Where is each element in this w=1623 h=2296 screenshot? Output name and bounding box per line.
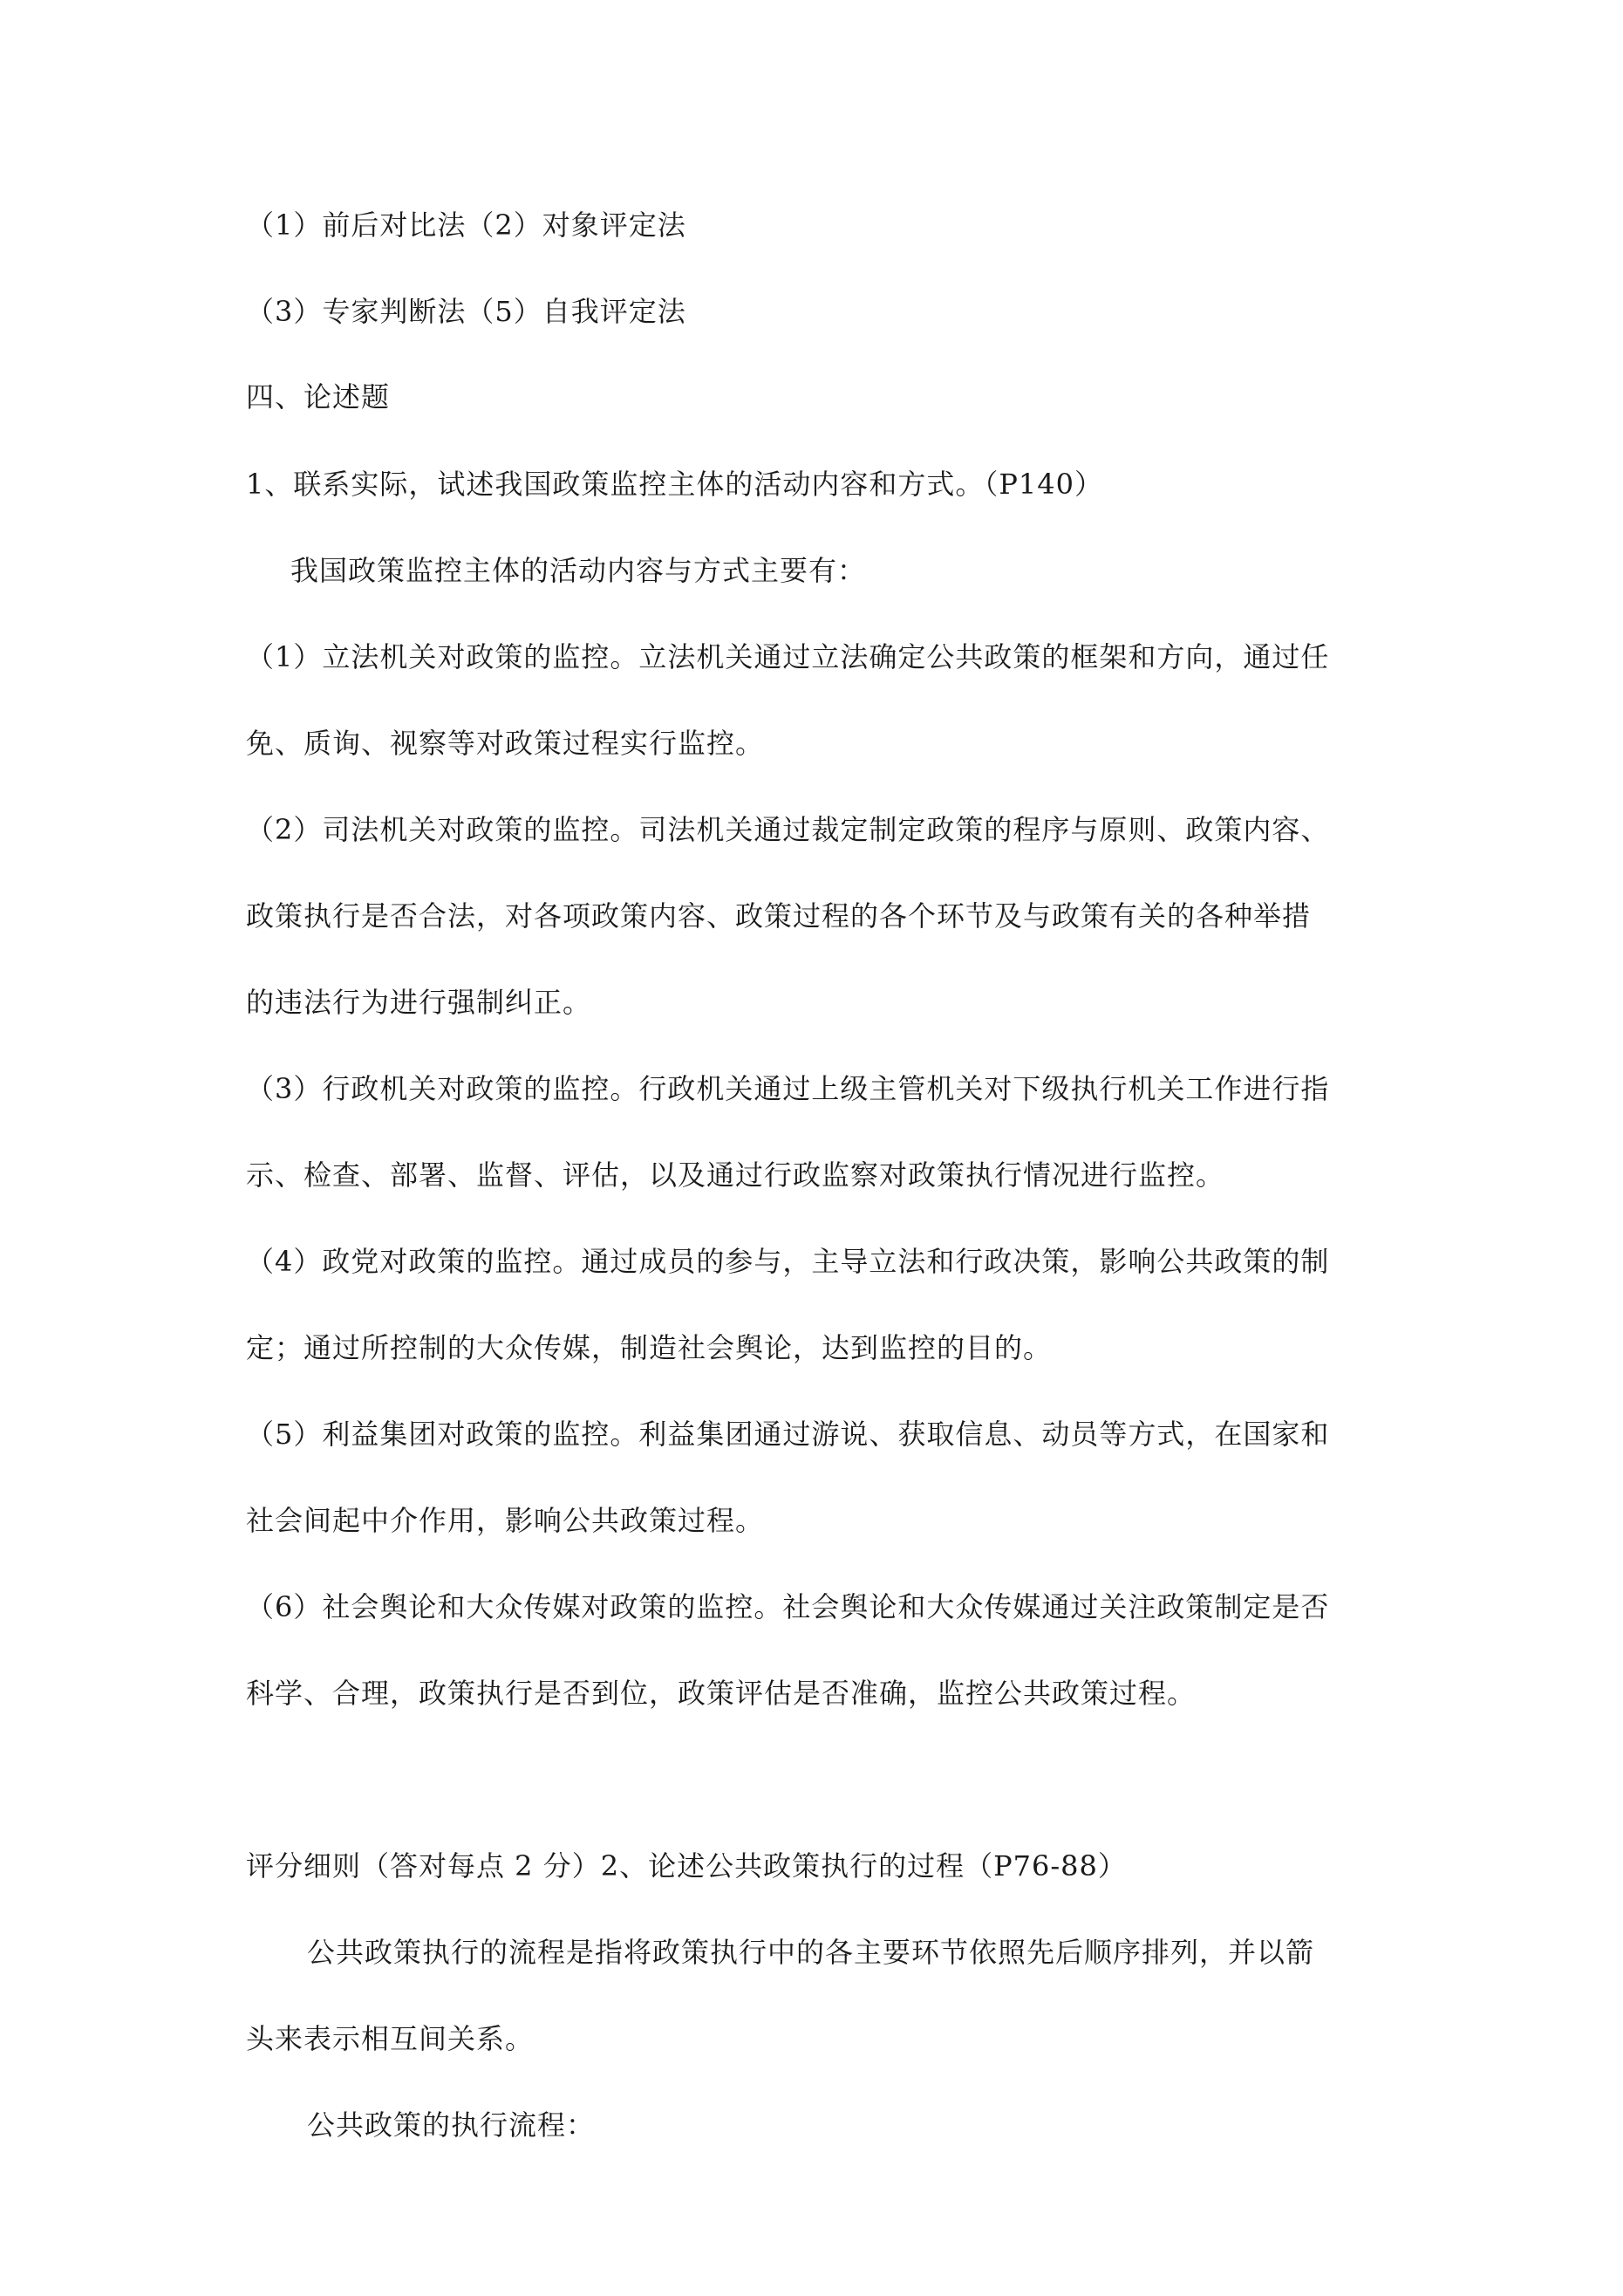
section-heading: 四、论述题 [246,380,391,413]
paragraph-line: （5）利益集团对政策的监控。利益集团通过游说、获取信息、动员等方式，在国家和 [246,1418,1330,1451]
question-2-paragraph: 头来表示相互间关系。 [246,2022,535,2055]
text-line-methods-1: （1）前后对比法（2）对象评定法 [246,208,686,242]
paragraph-line: 政策执行是否合法，对各项政策内容、政策过程的各个环节及与政策有关的各种举措 [246,899,1312,933]
paragraph-line: （4）政党对政策的监控。通过成员的参与，主导立法和行政决策，影响公共政策的制 [246,1245,1330,1278]
question-1-intro: 我国政策监控主体的活动内容与方式主要有： [290,554,867,587]
question-2-title: 评分细则（答对每点 2 分）2、论述公共政策执行的过程（P76-88） [246,1849,1127,1883]
paragraph-line: 免、质询、视察等对政策过程实行监控。 [246,727,765,760]
paragraph-line: 科学、合理，政策执行是否到位，政策评估是否准确，监控公共政策过程。 [246,1677,1197,1710]
paragraph-line: 社会间起中介作用，影响公共政策过程。 [246,1504,765,1537]
text-line-methods-2: （3）专家判断法（5）自我评定法 [246,295,686,328]
paragraph-line: （1）立法机关对政策的监控。立法机关通过立法确定公共政策的框架和方向，通过任 [246,640,1330,673]
paragraph-line: （2）司法机关对政策的监控。司法机关通过裁定制定政策的程序与原则、政策内容、 [246,813,1330,846]
question-1-title: 1、联系实际，试述我国政策监控主体的活动内容和方式。（P140） [246,468,1103,501]
paragraph-line: 定；通过所控制的大众传媒，制造社会舆论，达到监控的目的。 [246,1331,1053,1364]
paragraph-line: 的违法行为进行强制纠正。 [246,986,592,1019]
paragraph-line: （3）行政机关对政策的监控。行政机关通过上级主管机关对下级执行机关工作进行指 [246,1072,1330,1105]
paragraph-line: 示、检查、部署、监督、评估，以及通过行政监察对政策执行情况进行监控。 [246,1158,1225,1192]
question-2-flow-heading: 公共政策的执行流程： [307,2108,596,2142]
paragraph-line: （6）社会舆论和大众传媒对政策的监控。社会舆论和大众传媒通过关注政策制定是否 [246,1590,1330,1623]
question-2-paragraph: 公共政策执行的流程是指将政策执行中的各主要环节依照先后顺序排列，并以箭 [307,1936,1315,1969]
